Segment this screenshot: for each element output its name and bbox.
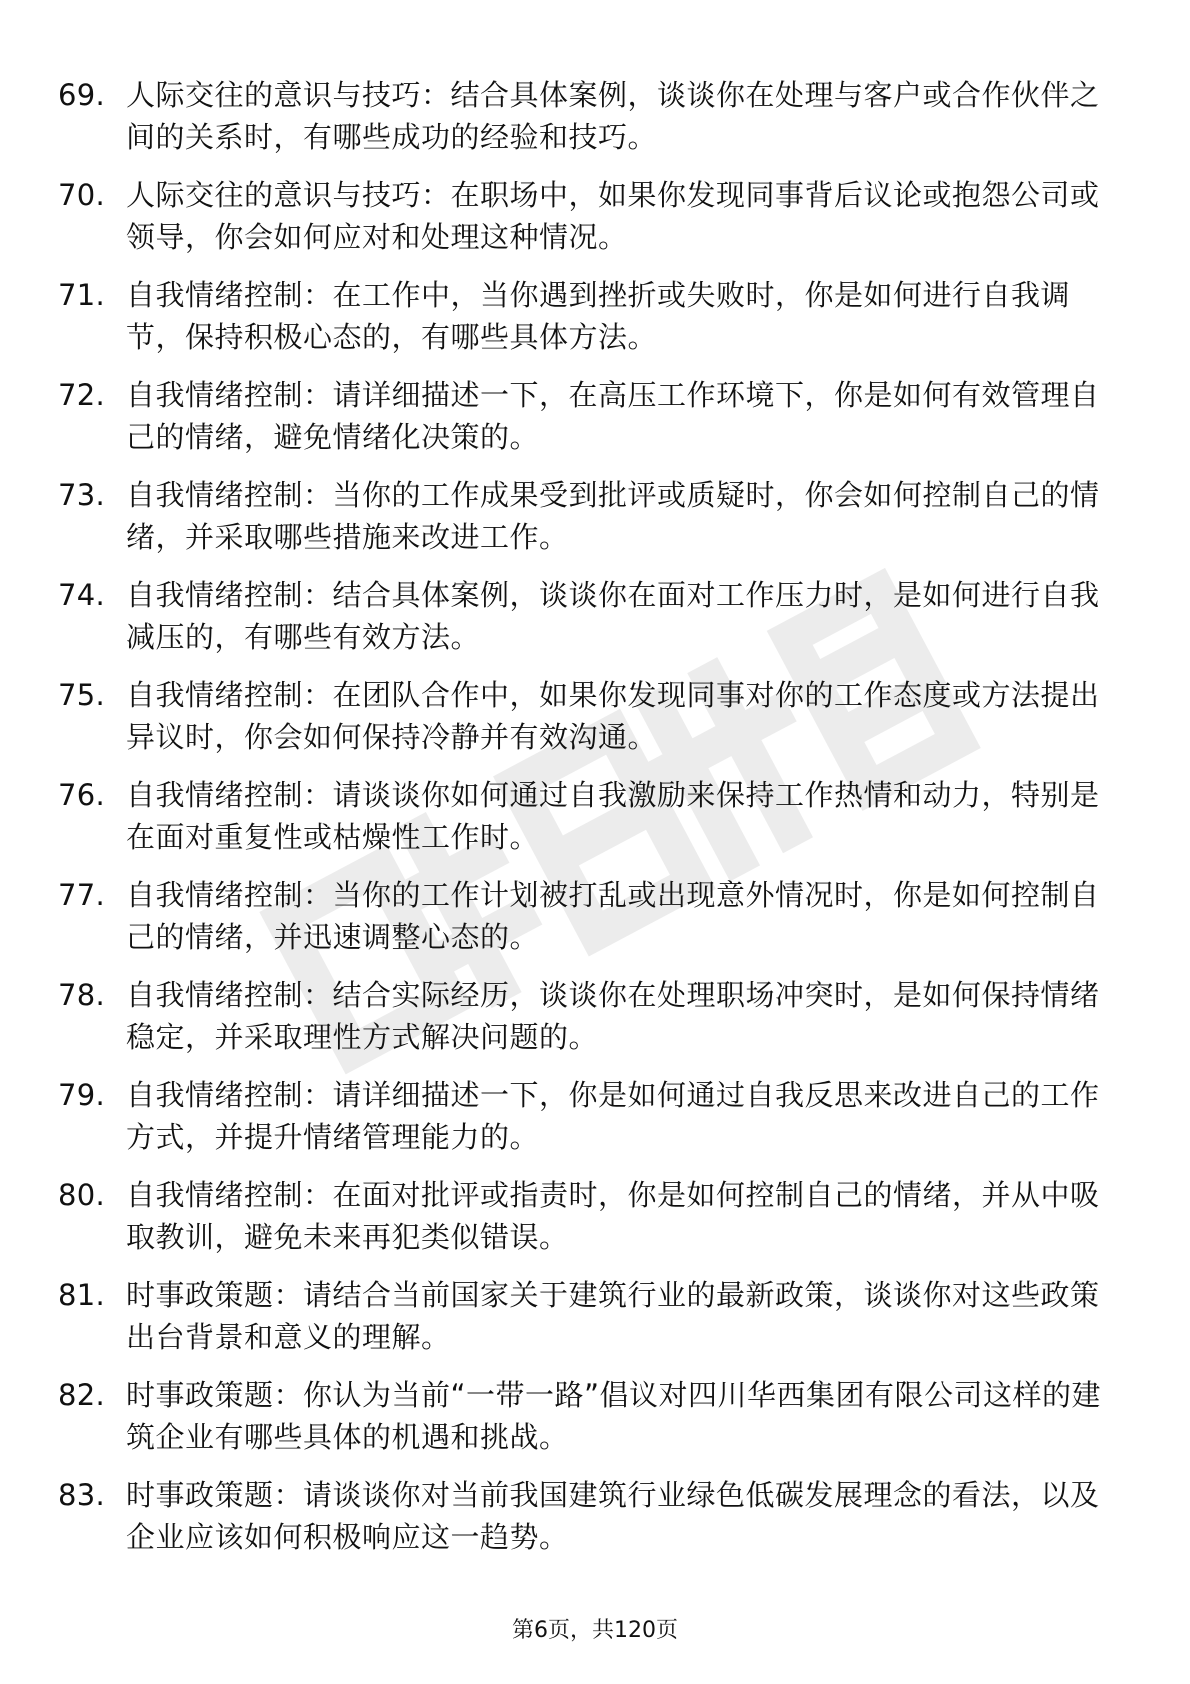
question-text: 自我情绪控制：结合具体案例，谈谈你在面对工作压力时，是如何进行自我减压的，有哪些有效方法。	[126, 578, 1100, 654]
question-text: 自我情绪控制：请谈谈你如何通过自我激励来保持工作热情和动力，特别是在面对重复性或枯燥性工作时。	[126, 778, 1100, 854]
question-number: 78.	[58, 978, 106, 1012]
question-text: 人际交往的意识与技巧：结合具体案例，谈谈你在处理与客户或合作伙伴之间的关系时，有哪些成功的经验和技巧。	[126, 78, 1100, 154]
question-item	[58, 1274, 1118, 1358]
question-number: 70.	[58, 178, 106, 212]
question-item	[58, 1474, 1118, 1558]
question-number: 72.	[58, 378, 106, 412]
question-text: 自我情绪控制：在工作中，当你遇到挫折或失败时，你是如何进行自我调节，保持积极心态的，有哪些具体方法。	[126, 278, 1071, 354]
question-text: 时事政策题：请谈谈你对当前我国建筑行业绿色低碳发展理念的看法，以及企业应该如何积极响应这一趋势。	[126, 1478, 1100, 1554]
question-number: 73.	[58, 478, 106, 512]
question-item	[58, 474, 1118, 558]
question-item	[58, 74, 1118, 158]
question-item	[58, 374, 1118, 458]
question-number: 83.	[58, 1478, 106, 1512]
page-number-label: 第6页，共120页	[512, 1618, 678, 1643]
question-text: 自我情绪控制：在团队合作中，如果你发现同事对你的工作态度或方法提出异议时，你会如何保持冷静并有效沟通。	[126, 678, 1100, 754]
question-number: 77.	[58, 878, 106, 912]
question-number: 71.	[58, 278, 106, 312]
question-number: 74.	[58, 578, 106, 612]
question-item	[58, 1174, 1118, 1258]
question-item	[58, 874, 1118, 958]
question-text: 时事政策题：请结合当前国家关于建筑行业的最新政策，谈谈你对这些政策出台背景和意义的理解。	[126, 1278, 1100, 1354]
question-item	[58, 274, 1118, 358]
question-number: 69.	[58, 78, 106, 112]
question-number: 80.	[58, 1178, 106, 1212]
question-number: 81.	[58, 1278, 106, 1312]
question-text: 人际交往的意识与技巧：在职场中，如果你发现同事背后议论或抱怨公司或领导，你会如何应对和处理这种情况。	[126, 178, 1100, 254]
question-number: 79.	[58, 1078, 106, 1112]
question-text: 自我情绪控制：请详细描述一下，在高压工作环境下，你是如何有效管理自己的情绪，避免情绪化决策的。	[126, 378, 1100, 454]
question-number: 82.	[58, 1378, 106, 1412]
question-text: 自我情绪控制：当你的工作成果受到批评或质疑时，你会如何控制自己的情绪，并采取哪些措施来改进工作。	[126, 478, 1100, 554]
question-text: 自我情绪控制：当你的工作计划被打乱或出现意外情况时，你是如何控制自己的情绪，并迅速调整心态的。	[126, 878, 1100, 954]
question-list	[58, 74, 1118, 1574]
question-item	[58, 674, 1118, 758]
question-item	[58, 1074, 1118, 1158]
question-item	[58, 174, 1118, 258]
question-text: 自我情绪控制：结合实际经历，谈谈你在处理职场冲突时，是如何保持情绪稳定，并采取理性方式解决问题的。	[126, 978, 1100, 1054]
question-text: 自我情绪控制：在面对批评或指责时，你是如何控制自己的情绪，并从中吸取教训，避免未来再犯类似错误。	[126, 1178, 1100, 1254]
question-item	[58, 1374, 1118, 1458]
question-text: 自我情绪控制：请详细描述一下，你是如何通过自我反思来改进自己的工作方式，并提升情绪管理能力的。	[126, 1078, 1100, 1154]
question-number: 75.	[58, 678, 106, 712]
question-number: 76.	[58, 778, 106, 812]
question-item	[58, 574, 1118, 658]
page-footer	[0, 1616, 1190, 1646]
question-item	[58, 774, 1118, 858]
question-text: 时事政策题：你认为当前“一带一路”倡议对四川华西集团有限公司这样的建筑企业有哪些具体的机遇和挑战。	[126, 1378, 1102, 1454]
question-item	[58, 974, 1118, 1058]
